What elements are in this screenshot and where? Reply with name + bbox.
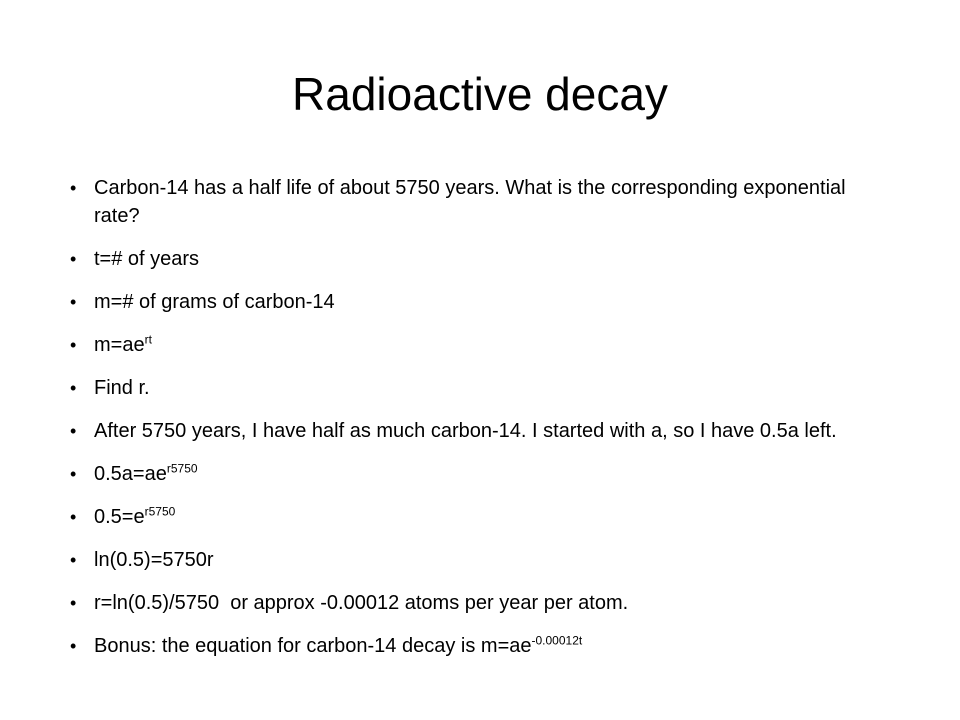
bullet-text: After 5750 years, I have half as much carbon-14. I started with a, so I have 0.5a left. <box>94 420 837 442</box>
bullet-text: 0.5=e <box>94 506 145 528</box>
bullet-dot-icon: • <box>70 335 77 355</box>
bullet-dot-icon: • <box>70 550 77 570</box>
bullet-dot-icon: • <box>70 636 77 656</box>
bullet-dot-icon: • <box>70 249 77 269</box>
bullet-text: ln(0.5)=5750r <box>94 549 214 571</box>
bullet-item <box>70 632 894 660</box>
bullet-text: Bonus: the equation for carbon-14 decay is m=ae <box>94 635 532 657</box>
bullet-item <box>70 174 894 230</box>
bullet-dot-icon: • <box>70 507 77 527</box>
bullet-dot-icon: • <box>70 378 77 398</box>
bullet-item <box>70 374 894 402</box>
bullet-dot-icon: • <box>70 178 77 198</box>
bullet-exponent: r5750 <box>166 461 198 476</box>
bullet-exponent: -0.00012t <box>531 633 583 648</box>
bullet-list <box>70 174 894 675</box>
bullet-text: m=# of grams of carbon-14 <box>94 291 335 313</box>
bullet-dot-icon: • <box>70 292 77 312</box>
slide-title: Radioactive decay <box>292 68 668 120</box>
bullet-item <box>70 331 894 359</box>
bullet-item <box>70 245 894 273</box>
bullet-item <box>70 589 894 617</box>
bullet-text: 0.5a=ae <box>94 463 167 485</box>
bullet-dot-icon: • <box>70 464 77 484</box>
bullet-text: m=ae <box>94 334 145 356</box>
bullet-exponent: r5750 <box>144 504 176 519</box>
bullet-dot-icon: • <box>70 593 77 613</box>
bullet-dot-icon: • <box>70 421 77 441</box>
bullet-item <box>70 546 894 574</box>
bullet-exponent: rt <box>144 332 152 347</box>
bullet-item <box>70 288 894 316</box>
bullet-text: r=ln(0.5)/5750 or approx -0.00012 atoms per year per atom. <box>94 592 629 614</box>
bullet-item <box>70 417 894 445</box>
bullet-item <box>70 460 894 488</box>
bullet-item <box>70 503 894 531</box>
bullet-text: Carbon-14 has a half life of about 5750 years. What is the corresponding exponential rate? <box>94 177 846 227</box>
bullet-text: t=# of years <box>94 248 200 270</box>
bullet-text: Find r. <box>94 377 150 399</box>
